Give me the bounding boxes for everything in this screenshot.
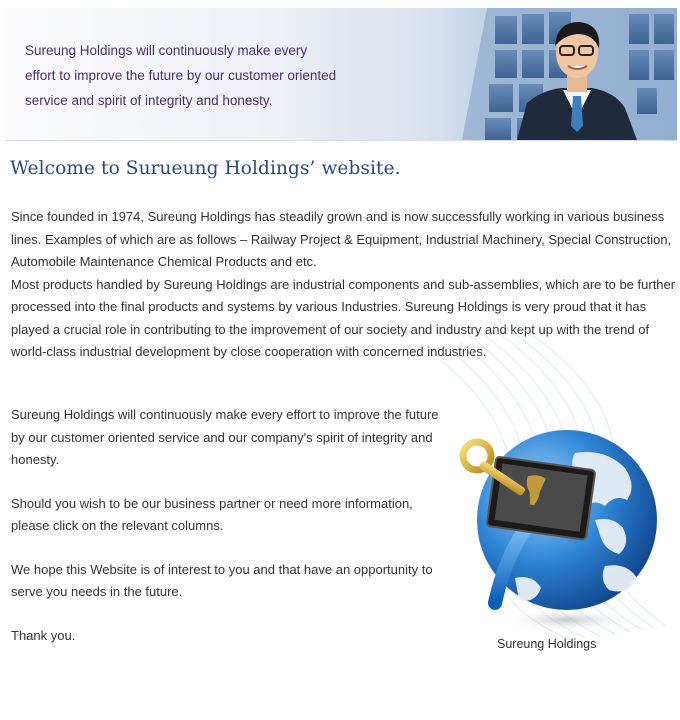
closing-paragraph-partnership: Should you wish to be our business partner or need more information, please click on the relevant columns. xyxy=(11,495,413,533)
intro-paragraph-products: Most products handled by Sureung Holdings are industrial components and sub-assemblies, which are to be further processed into the final products and systems by various Industries. Sureung Holdings is very proud that it has played a crucial role in contributing to the improvement of our society and industry and kept up with the trend of world-class industrial development by close cooperation with concerned industries. xyxy=(11,276,676,359)
closing-paragraph-thanks: Thank you. xyxy=(11,627,76,643)
intro-paragraph-history: Since founded in 1974, Sureung Holdings has steadily grown and is now successfully working in various business lines. Examples of which are as follows – Railway Project & Equipment, Industrial Machinery, Special Construction, Automobile Maintenance Chemical Products and etc. xyxy=(11,209,672,269)
globe-caption: Sureung Holdings xyxy=(497,637,597,651)
banner-slogan-line-3: service and spirit of integrity and honesty. xyxy=(25,93,273,108)
banner-slogan xyxy=(25,38,370,113)
banner-slogan-line-1: Sureung Holdings will continuously make every xyxy=(25,43,308,58)
office-building-businessman-image xyxy=(367,8,677,140)
closing-message xyxy=(11,404,451,668)
globe-key-monitor-illustration xyxy=(455,428,660,638)
closing-paragraph-commitment: Sureung Holdings will continuously make every effort to improve the future by our customer oriented service and our company's spirit of integrity and honesty. xyxy=(11,407,439,467)
header-banner xyxy=(5,8,677,141)
page-title: Welcome to Surueung Holdings’ website. xyxy=(10,158,401,179)
closing-paragraph-hope: We hope this Website is of interest to you and that have an opportunity to serve you needs in the future. xyxy=(11,561,433,599)
banner-slogan-line-2: effort to improve the future by our customer oriented xyxy=(25,68,337,83)
